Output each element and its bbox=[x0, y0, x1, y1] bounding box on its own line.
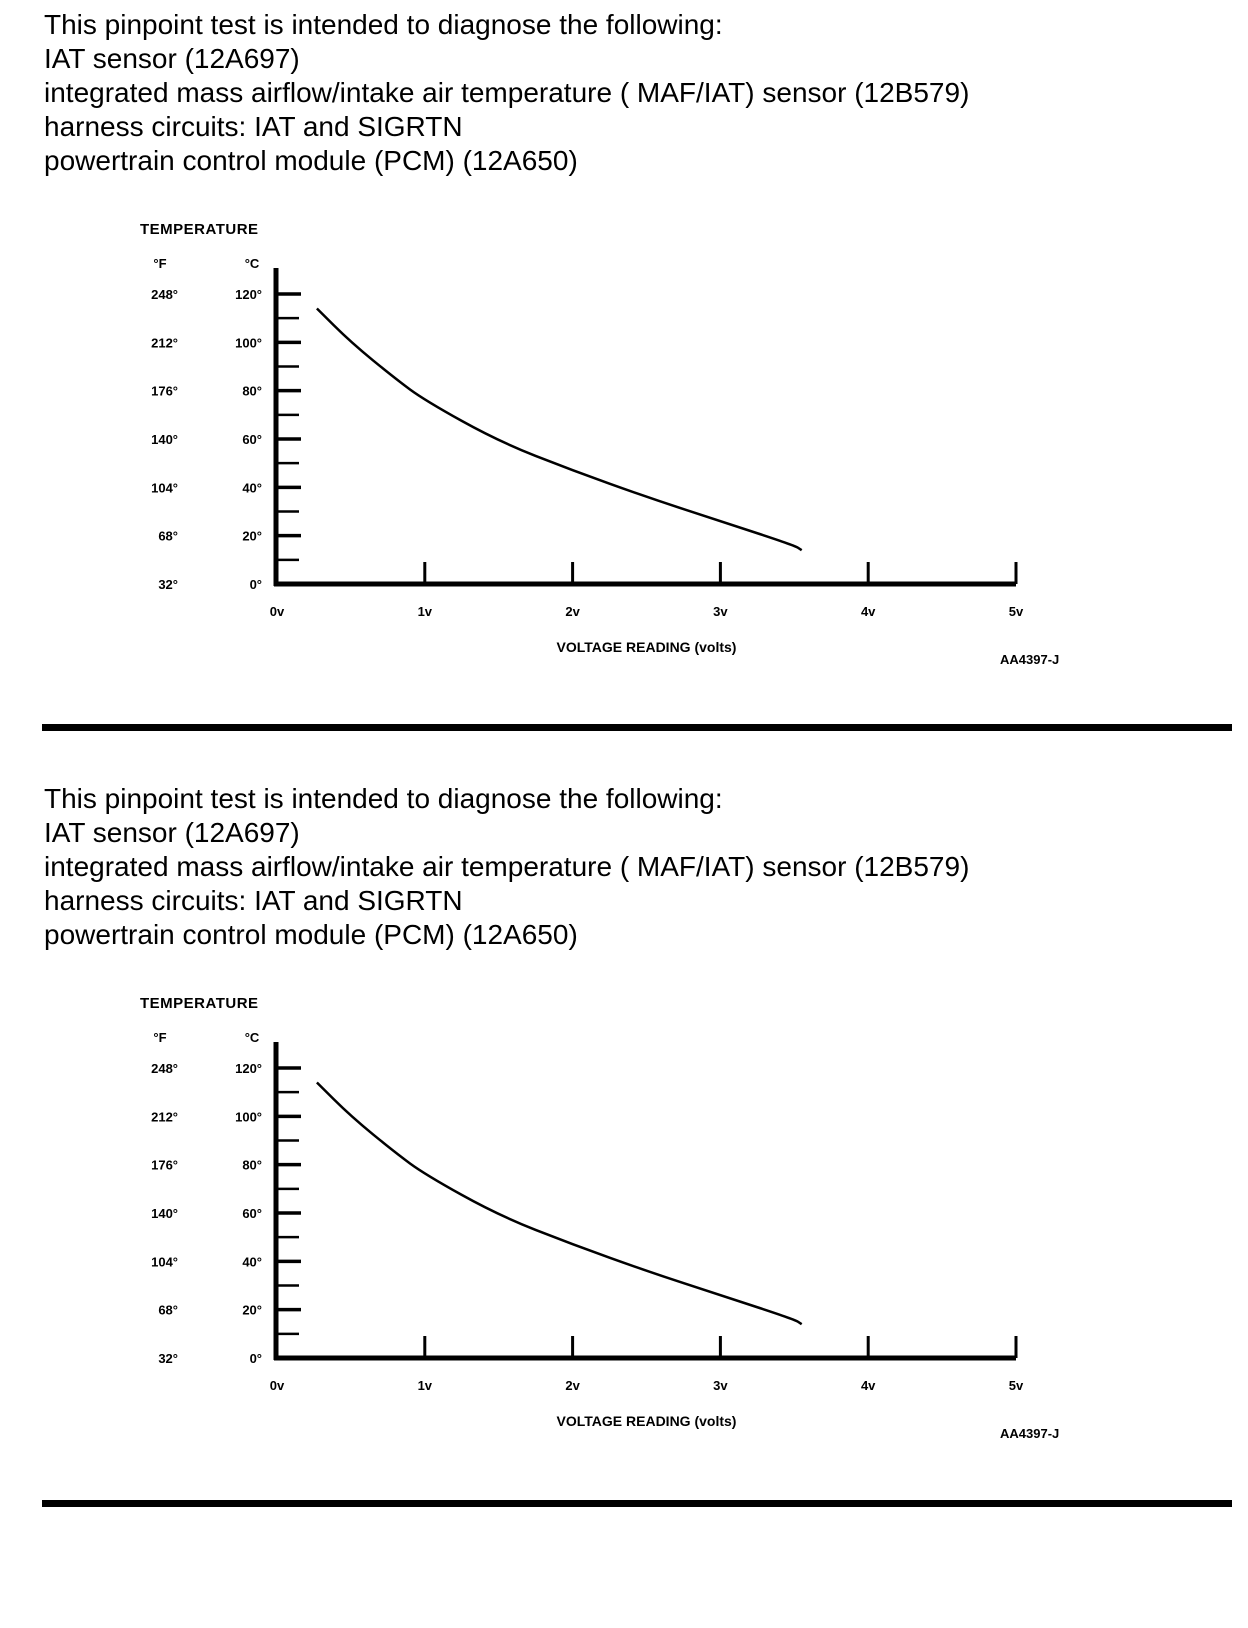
x-tick-label: 5v bbox=[1008, 1378, 1024, 1393]
test-section-2 bbox=[0, 774, 1248, 1574]
temperature-voltage-chart bbox=[0, 210, 1248, 690]
x-axis-label: VOLTAGE READING (volts) bbox=[556, 1413, 737, 1429]
y-tick-label-c: 60° bbox=[242, 432, 262, 447]
unit-label-f: °F bbox=[153, 1030, 167, 1045]
y-tick-label-f: 212° bbox=[151, 335, 178, 351]
y-tick-label-c: 80° bbox=[242, 383, 262, 399]
y-tick-label-c: 40° bbox=[242, 480, 262, 496]
intro-text bbox=[44, 8, 1224, 178]
y-tick-label-f: 248° bbox=[151, 1061, 178, 1076]
x-tick-label: 2v bbox=[565, 1378, 580, 1393]
intro-line: harness circuits: IAT and SIGRTN bbox=[44, 885, 463, 916]
test-section-1 bbox=[0, 0, 1248, 800]
y-tick-label-f: 248° bbox=[151, 287, 178, 302]
y-tick-label-c: 120° bbox=[235, 1061, 262, 1076]
y-tick-label-c: 0° bbox=[249, 577, 262, 592]
section-divider bbox=[42, 724, 1232, 731]
y-tick-label-f: 32° bbox=[158, 1351, 178, 1366]
y-tick-label-c: 120° bbox=[235, 287, 262, 302]
x-tick-label: 1v bbox=[417, 604, 433, 619]
intro-line: harness circuits: IAT and SIGRTN bbox=[44, 111, 463, 142]
y-tick-label-c: 80° bbox=[242, 1157, 262, 1173]
intro-text bbox=[44, 782, 1224, 952]
unit-label-c: °C bbox=[244, 1030, 260, 1045]
x-tick-label: 3v bbox=[713, 1378, 728, 1393]
intro-line: integrated mass airflow/intake air temperature ( MAF/IAT) sensor (12B579) bbox=[44, 77, 970, 108]
intro-line: This pinpoint test is intended to diagnose the following: bbox=[44, 783, 723, 814]
temperature-curve bbox=[317, 1083, 802, 1325]
intro-line: powertrain control module (PCM) (12A650) bbox=[44, 919, 578, 950]
y-tick-label-f: 104° bbox=[151, 1254, 178, 1270]
x-tick-label: 4v bbox=[860, 604, 876, 619]
y-tick-label-f: 176° bbox=[151, 383, 178, 399]
chart-title: TEMPERATURE bbox=[140, 995, 259, 1012]
y-tick-label-c: 60° bbox=[242, 1206, 262, 1221]
y-tick-label-f: 68° bbox=[158, 528, 178, 544]
chart-title: TEMPERATURE bbox=[140, 221, 259, 238]
figure-code: AA4397-J bbox=[1000, 652, 1060, 667]
unit-label-f: °F bbox=[153, 256, 167, 271]
temperature-curve bbox=[317, 309, 802, 551]
figure-code: AA4397-J bbox=[1000, 1426, 1060, 1441]
y-tick-label-f: 176° bbox=[151, 1157, 178, 1173]
x-tick-label: 2v bbox=[565, 604, 580, 619]
y-tick-label-f: 32° bbox=[158, 577, 178, 592]
x-tick-label: 4v bbox=[860, 1378, 876, 1393]
y-tick-label-c: 20° bbox=[242, 528, 262, 544]
intro-line: powertrain control module (PCM) (12A650) bbox=[44, 145, 578, 176]
temperature-voltage-chart bbox=[0, 984, 1248, 1464]
intro-line: IAT sensor (12A697) bbox=[44, 817, 300, 848]
x-tick-label: 5v bbox=[1008, 604, 1024, 619]
section-divider bbox=[42, 1500, 1232, 1507]
x-axis-label: VOLTAGE READING (volts) bbox=[556, 639, 737, 655]
y-tick-label-f: 104° bbox=[151, 480, 178, 496]
intro-line: integrated mass airflow/intake air temperature ( MAF/IAT) sensor (12B579) bbox=[44, 851, 970, 882]
y-tick-label-f: 140° bbox=[151, 1206, 178, 1221]
y-tick-label-f: 68° bbox=[158, 1302, 178, 1318]
x-tick-label: 3v bbox=[713, 604, 728, 619]
intro-line: IAT sensor (12A697) bbox=[44, 43, 300, 74]
x-tick-label: 1v bbox=[417, 1378, 433, 1393]
x-tick-label: 0v bbox=[269, 1378, 285, 1393]
intro-line: This pinpoint test is intended to diagnose the following: bbox=[44, 9, 723, 40]
y-tick-label-c: 40° bbox=[242, 1254, 262, 1270]
y-tick-label-c: 100° bbox=[235, 335, 262, 351]
y-tick-label-f: 140° bbox=[151, 432, 178, 447]
y-tick-label-f: 212° bbox=[151, 1109, 178, 1125]
x-tick-label: 0v bbox=[269, 604, 285, 619]
y-tick-label-c: 20° bbox=[242, 1302, 262, 1318]
y-tick-label-c: 0° bbox=[249, 1351, 262, 1366]
y-tick-label-c: 100° bbox=[235, 1109, 262, 1125]
unit-label-c: °C bbox=[244, 256, 260, 271]
